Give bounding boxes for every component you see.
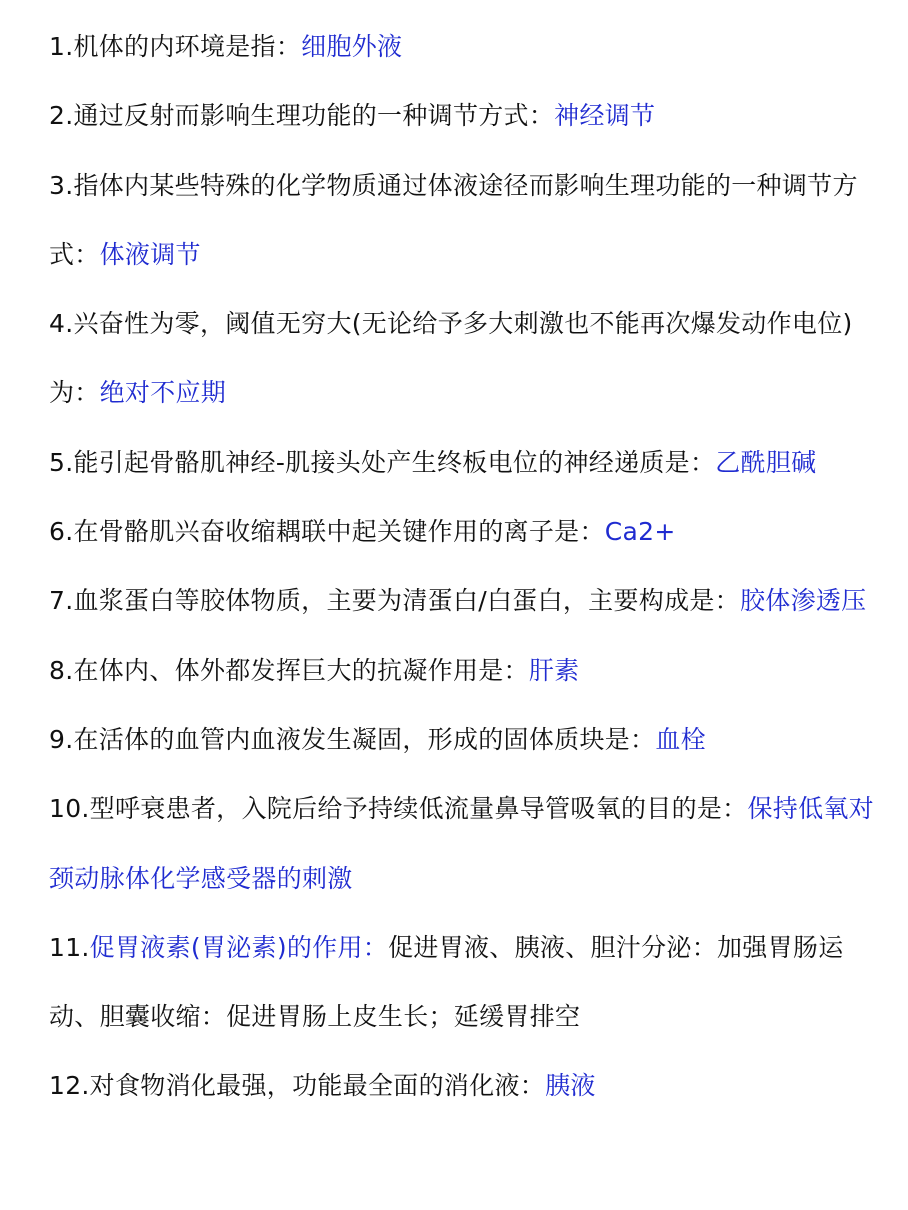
item-number: 12. [49,1071,90,1101]
answer-text: 细胞外液 [301,32,403,61]
list-item-3 [49,151,880,290]
list-item-10 [49,774,880,913]
item-number: 7. [49,586,74,616]
answer-text: Ca2+ [604,517,676,547]
list-item-6 [49,497,880,566]
answer-text: 血栓 [655,724,706,754]
question-text: 型呼衰患者，入院后给予持续低流量鼻导管吸氧的目的是： [89,794,748,824]
answer-text: 绝对不应期 [99,378,227,408]
description-text: 促进胃液、胰液、胆汁分泌：加强胃肠运动、胆囊收缩：促进胃肠上皮生长；延缓胃排空 [49,932,844,1032]
answer-text: 体液调节 [99,239,201,269]
answer-text: 胶体渗透压 [739,586,867,616]
item-number: 5. [49,447,74,477]
list-item-8 [49,636,880,705]
item-number: 11. [49,932,90,962]
term-text: 促胃液素(胃泌素)的作用： [89,932,389,962]
question-text: 机体的内环境是指： [73,32,302,61]
question-text: 指体内某些特殊的化学物质通过体液途径而影响生理功能的一种调节方式： [49,170,858,269]
question-text: 在活体的血管内血液发生凝固，形成的固体质块是： [73,724,656,754]
item-number: 10. [49,794,90,824]
question-text: 对食物消化最强，功能最全面的消化液： [89,1071,546,1101]
answer-text: 肝素 [528,655,580,685]
question-text: 血浆蛋白等胶体物质，主要为清蛋白/白蛋白，主要构成是： [73,586,740,616]
question-text: 能引起骨骼肌神经-肌接头处产生终板电位的神经递质是： [73,447,716,477]
list-item-4 [49,289,880,428]
question-text: 通过反射而影响生理功能的一种调节方式： [73,101,555,131]
list-item-1 [49,12,880,81]
item-number: 6. [49,517,74,547]
list-item-7 [49,566,880,635]
item-number: 3. [49,170,74,200]
item-number: 2. [49,101,74,131]
answer-text: 胰液 [545,1071,596,1101]
answer-text: 乙酰胆碱 [715,447,817,477]
list-item-2 [49,81,880,150]
question-text: 兴奋性为零，阈值无穷大(无论给予多大刺激也不能再次爆发动作电位)为： [49,309,853,408]
answer-text: 保持低氧对颈动脉体化学感受器的刺激 [49,794,874,893]
list-item-5 [49,428,880,497]
item-number: 8. [49,655,74,685]
question-text: 在骨骼肌兴奋收缩耦联中起关键作用的离子是： [73,517,605,547]
question-text: 在体内、体外都发挥巨大的抗凝作用是： [73,655,529,685]
list-item-9 [49,705,880,774]
item-number: 1. [49,32,74,61]
list-item-12 [49,1051,880,1120]
item-number: 4. [49,309,74,339]
answer-text: 神经调节 [554,101,656,131]
item-number: 9. [49,724,74,754]
list-item-11 [49,913,880,1052]
